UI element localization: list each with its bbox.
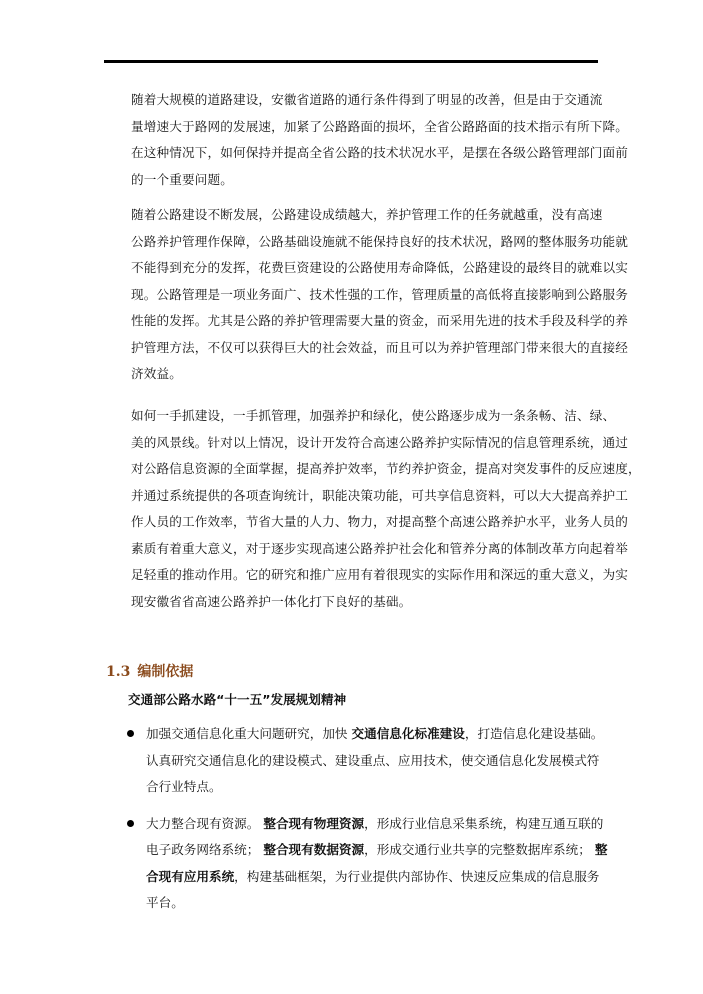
- text-line: [146, 837, 608, 864]
- emphasis-text: 整: [594, 842, 608, 857]
- text-run: ，构建基础框架，为行业提供内部协作、快速反应集成的信息服务: [234, 868, 600, 884]
- emphasis-text: 整合现有物理资源: [263, 815, 365, 831]
- section-title: 编制依据: [137, 664, 194, 680]
- text-line: 美的风景线。针对以上情况，设计开发符合高速公路养护实际情况的信息管理系统，通过: [131, 434, 629, 450]
- text-line: 公路养护管理作保障，公路基础设施就不能保持良好的技术状况，路网的整体服务功能就: [131, 233, 629, 249]
- text-line: 的一个重要问题。: [131, 171, 233, 187]
- section-number: 1.3: [106, 664, 131, 680]
- text-line: 足轻重的推动作用。它的研究和推广应用有着很现实的实际作用和深远的重大意义，为实: [131, 567, 629, 582]
- text-run: 加强交通信息化重大问题研究，加快: [146, 726, 352, 741]
- text-line: 如何一手抓建设，一手抓管理，加强养护和绿化，使公路逐步成为一条条畅、洁、绿、: [131, 408, 616, 423]
- text-line: [146, 864, 604, 891]
- text-run: 电子政务网络系统；: [146, 842, 264, 857]
- text-line: 作人员的工作效率，节省大量的人力、物力，对提高整个高速公路养护水平，业务人员的: [131, 514, 629, 529]
- section-heading: [106, 661, 193, 685]
- text-line: 在这种情况下，如何保持并提高全省公路的技术状况水平，是摆在各级公路管理部门面前: [131, 145, 629, 160]
- text-line: 现。公路管理是一项业务面广、技术性强的工作，管理质量的高低将直接影响到公路服务: [131, 286, 629, 302]
- text-line: [146, 721, 604, 748]
- bullet-icon: [127, 730, 134, 737]
- text-line: 对公路信息资源的全面掌握，提高养护效率，节约养护资金，提高对突发事件的反应速度，: [131, 461, 641, 476]
- paragraph-2: [106, 202, 629, 388]
- text-line: 不能得到充分的发挥，花费巨资建设的公路使用寿命降低，公路建设的最终目的就难以实: [131, 260, 629, 275]
- text-line: 素质有着重大意义，对于逐步实现高速公路养护社会化和管养分离的体制改革方向起着举: [131, 540, 629, 556]
- header-rule: [104, 60, 598, 63]
- emphasis-text: 交通信息化标准建设: [351, 726, 465, 741]
- text-run: 大力整合现有资源。: [146, 815, 264, 831]
- list-item: [124, 811, 608, 917]
- text-line: 现安徽省省高速公路养护一体化打下良好的基础。: [131, 593, 412, 609]
- paragraph-1: [106, 87, 629, 193]
- subheading: 交通部公路水路“十一五”发展规划精神: [128, 692, 347, 707]
- text-line: 合行业特点。: [146, 779, 222, 794]
- paragraph-3: [106, 403, 641, 615]
- bullet-list: [124, 721, 608, 917]
- text-line: 认真研究交通信息化的建设模式、建设重点、应用技术，使交通信息化发展模式符: [146, 752, 600, 768]
- emphasis-text: 合现有应用系统: [146, 868, 235, 884]
- text-line: 济效益。: [131, 366, 182, 381]
- list-item: [124, 721, 604, 801]
- text-line: 量增速大于路网的发展速，加紧了公路路面的损坏，全省公路路面的技术指示有所下降。: [131, 118, 629, 134]
- emphasis-text: 整合现有数据资源: [263, 842, 365, 857]
- bullet-icon: [127, 820, 134, 827]
- text-run: ，形成行业信息采集系统，构建互通互联的: [364, 815, 604, 831]
- text-line: 平台。: [146, 895, 184, 910]
- text-run: ，打造信息化建设基础。: [464, 726, 604, 741]
- text-line: 性能的发挥。尤其是公路的养护管理需要大量的资金，而采用先进的技术手段及科学的养: [131, 313, 629, 328]
- text-line: 随着公路建设不断发展，公路建设成绩越大，养护管理工作的任务就越重，没有高速: [131, 207, 603, 222]
- text-line: [146, 811, 604, 838]
- text-line: 并通过系统提供的各项查询统计，职能决策功能，可共享信息资料，可以大大提高养护工: [131, 487, 629, 503]
- text-line: 随着大规模的道路建设，安徽省道路的通行条件得到了明显的改善，但是由于交通流: [131, 92, 603, 107]
- text-line: 护管理方法，不仅可以获得巨大的社会效益，而且可以为养护管理部门带来很大的直接经: [131, 339, 629, 355]
- text-run: ，形成交通行业共享的完整数据库系统；: [364, 842, 595, 857]
